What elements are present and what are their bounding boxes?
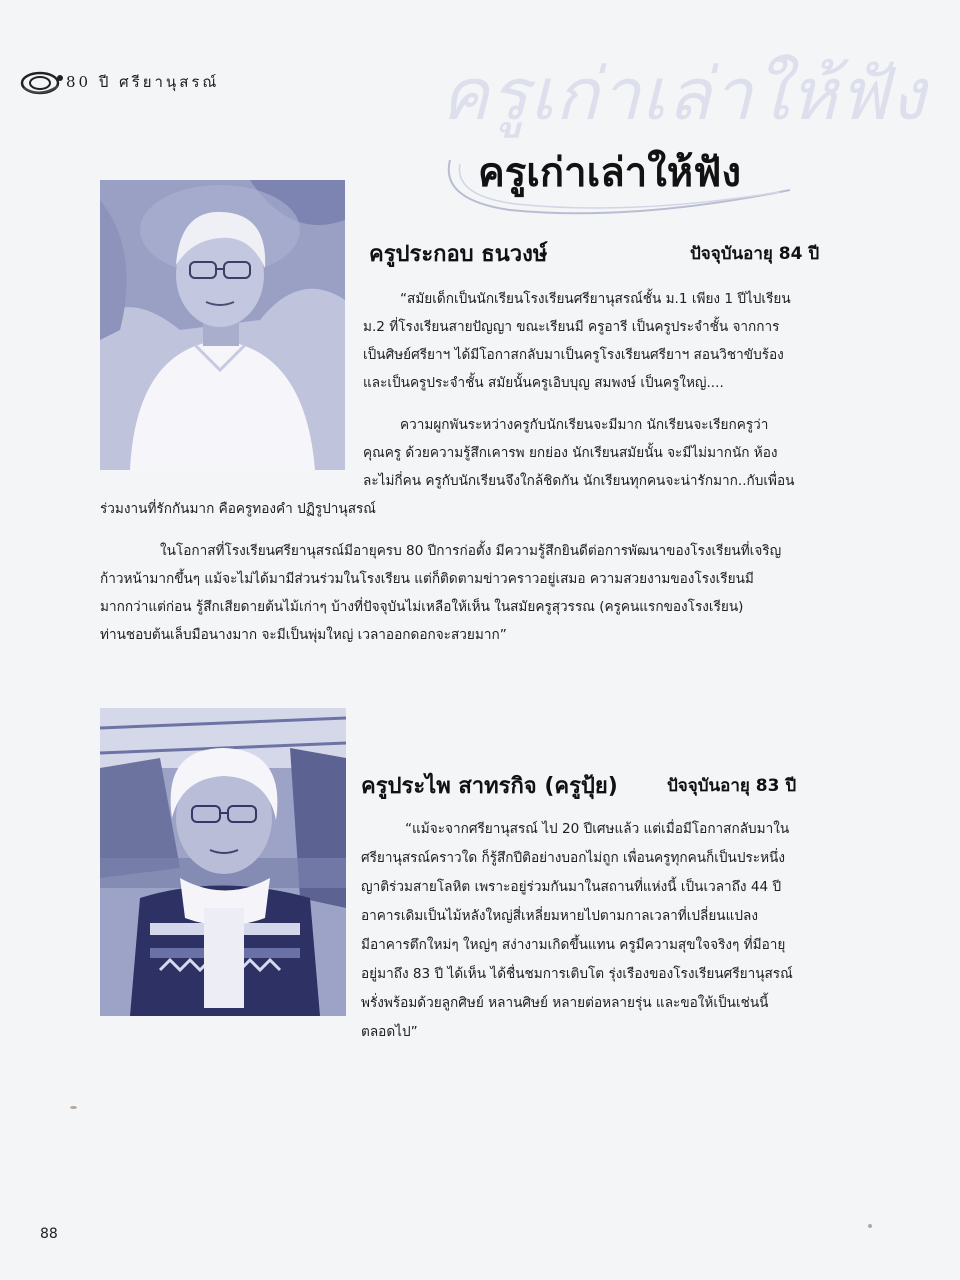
teacher2-text-line: ศรียานุสรณ์คราวใด ก็รู้สึกปีติอย่างบอกไม่ถูก เพื่อนครูทุกคนก็เป็นประหนึ่ง [361,850,785,866]
teacher2-text-line: ญาติร่วมสายโลหิต เพราะอยู่ร่วมกันมาในสถานที่แห่งนี้ เป็นเวลาถึง 44 ปี [361,879,782,895]
school-logo-icon [18,68,66,98]
teacher1-text-line: ก้าวหน้ามากขึ้นๆ แม้จะไม่ได้มามีส่วนร่วมในโรงเรียน แต่ก็ติดตามข่าวคราวอยู่เสมอ ความสวยงามของโรงเรียนมี [100,571,754,587]
teacher1-text-line: ม.2 ที่โรงเรียนสายปัญญา ขณะเรียนมี ครูอารี เป็นครูประจำชั้น จากการ [363,319,780,335]
scan-speck [868,1224,872,1228]
teacher2-age: ปัจจุบันอายุ 83 ปี [667,776,797,796]
teacher2-text-line: มีอาคารตึกใหม่ๆ ใหญ่ๆ สง่างามเกิดขึ้นแทน ครูมีความสุขใจจริงๆ ที่มีอายุ [361,937,786,953]
teacher1-text-line: เป็นศิษย์ศรียาฯ ได้มีโอกาสกลับมาเป็นครูโรงเรียนศรียาฯ สอนวิชาขับร้อง [363,347,784,363]
teacher1-age: ปัจจุบันอายุ 84 ปี [690,244,820,264]
teacher1-text-line: “สมัยเด็กเป็นนักเรียนโรงเรียนศรียานุสรณ์ชั้น ม.1 เพียง 1 ปีไปเรียน [400,291,791,307]
teacher1-text-line: ในโอกาสที่โรงเรียนศรียานุสรณ์มีอายุครบ 80 ปีการก่อตั้ง มีความรู้สึกยินดีต่อการพัฒนาของโรงเรียนที่เจริญ [160,543,782,559]
teacher1-text-line: มากกว่าแต่ก่อน รู้สึกเสียดายต้นไม้เก่าๆ บ้างที่ปัจจุบันไม่เหลือให้เห็น ในสมัยครูสุวรรณ (ครูคนแรกของโรงเรียน) [100,599,744,615]
teacher1-text-line: คุณครู ด้วยความรู้สึกเคารพ ยกย่อง นักเรียนสมัยนั้น จะมีไม่มากนัก ห้อง [363,445,778,461]
teacher2-text-line: อยู่มาถึง 83 ปี ได้เห็น ได้ชื่นชมการเติบโต รุ่งเรืองของโรงเรียนศรียานุสรณ์ [361,966,793,982]
teacher2-text-line: “แม้จะจากศรียานุสรณ์ ไป 20 ปีเศษแล้ว แต่เมื่อมีโอกาสกลับมาใน [405,821,790,837]
page-title: ครูเก่าเล่าให้ฟัง [478,150,741,196]
teacher1-photo [100,180,345,470]
anniversary-label: 80 ปี ศรียานุสรณ์ [66,73,220,91]
teacher2-photo [100,708,346,1016]
teacher2-name: ครูประไพ สาทรกิจ (ครูปุ้ย) [361,774,618,799]
watermark-title: ครูเก่าเล่าให้ฟัง [440,52,926,136]
teacher2-text-line: อาคารเดิมเป็นไม้หลังใหญ่สี่เหลี่ยมหายไปตามกาลเวลาที่เปลี่ยนแปลง [361,908,758,924]
teacher1-text-line: และเป็นครูประจำชั้น สมัยนั้นครูเอิบบุญ สมพงษ์ เป็นครูใหญ่.... [363,375,724,391]
teacher1-text-line: ท่านชอบต้นเล็บมือนางมาก จะมีเป็นพุ่มใหญ่ เวลาออกดอกจะสวยมาก” [100,627,507,643]
teacher1-text-line: ละไม่กี่คน ครูกับนักเรียนจึงใกล้ชิดกัน นักเรียนทุกคนจะน่ารักมาก..กับเพื่อน [363,473,795,489]
teacher1-text-line: ร่วมงานที่รักกันมาก คือครูทองคำ ปฏิรูปานุสรณ์ [100,501,376,517]
page-number: 88 [40,1226,58,1242]
teacher2-text-line: พรั่งพร้อมด้วยลูกศิษย์ หลานศิษย์ หลายต่อหลายรุ่น และขอให้เป็นเช่นนี้ [361,995,769,1011]
teacher2-text-line: ตลอดไป” [361,1024,418,1040]
teacher1-text-line: ความผูกพันระหว่างครูกับนักเรียนจะมีมาก นักเรียนจะเรียกครูว่า [400,417,769,433]
scan-speck [70,1106,77,1109]
teacher1-name: ครูประกอบ ธนวงษ์ [369,242,548,267]
